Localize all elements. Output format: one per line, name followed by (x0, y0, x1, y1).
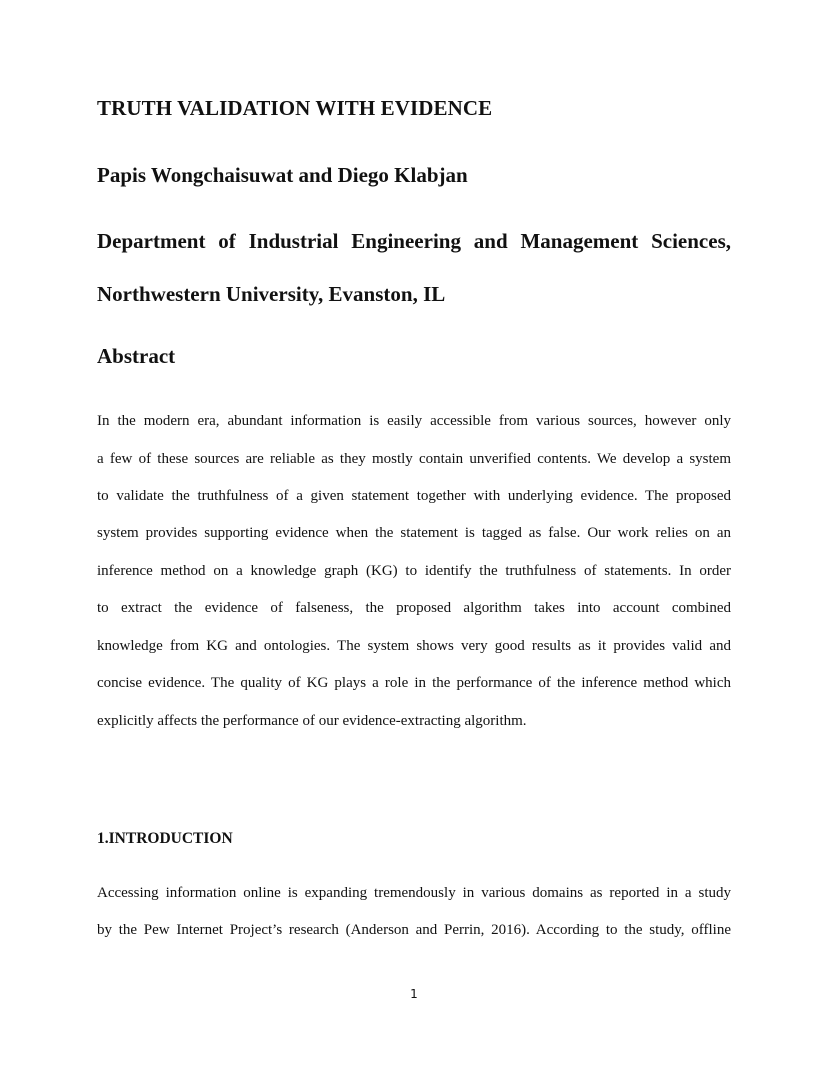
abstract-line: a few of these sources are reliable as they mostly contain unverified contents. We develop a system (97, 451, 731, 467)
affiliation-line-1: Department of Industrial Engineering and Management Sciences, (97, 229, 731, 253)
body-line: Accessing information online is expanding tremendously in various domains as reported in a study (97, 885, 731, 901)
page-number: 1 (410, 987, 418, 1001)
abstract-line: knowledge from KG and ontologies. The system shows very good results as it provides valid and (97, 638, 731, 654)
abstract-line: In the modern era, abundant information is easily accessible from various sources, however only (97, 413, 731, 429)
affiliation-line-2: Northwestern University, Evanston, IL (97, 282, 446, 306)
abstract-line: concise evidence. The quality of KG plays a role in the performance of the inference method which (97, 675, 731, 691)
abstract-line: to validate the truthfulness of a given statement together with underlying evidence. The proposed (97, 488, 731, 504)
abstract-line: explicitly affects the performance of our evidence-extracting algorithm. (97, 713, 527, 729)
abstract-heading: Abstract (97, 344, 176, 368)
abstract-line: system provides supporting evidence when the statement is tagged as false. Our work relies on an (97, 525, 731, 541)
section-heading-introduction: 1.INTRODUCTION (97, 830, 233, 847)
abstract-line: inference method on a knowledge graph (KG) to identify the truthfulness of statements. In order (97, 563, 731, 579)
body-line: by the Pew Internet Project’s research (Anderson and Perrin, 2016). According to the study, offline (97, 922, 731, 938)
author-list: Papis Wongchaisuwat and Diego Klabjan (97, 163, 468, 187)
abstract-line: to extract the evidence of falseness, the proposed algorithm takes into account combined (97, 600, 731, 616)
paper-title: TRUTH VALIDATION WITH EVIDENCE (97, 96, 493, 120)
